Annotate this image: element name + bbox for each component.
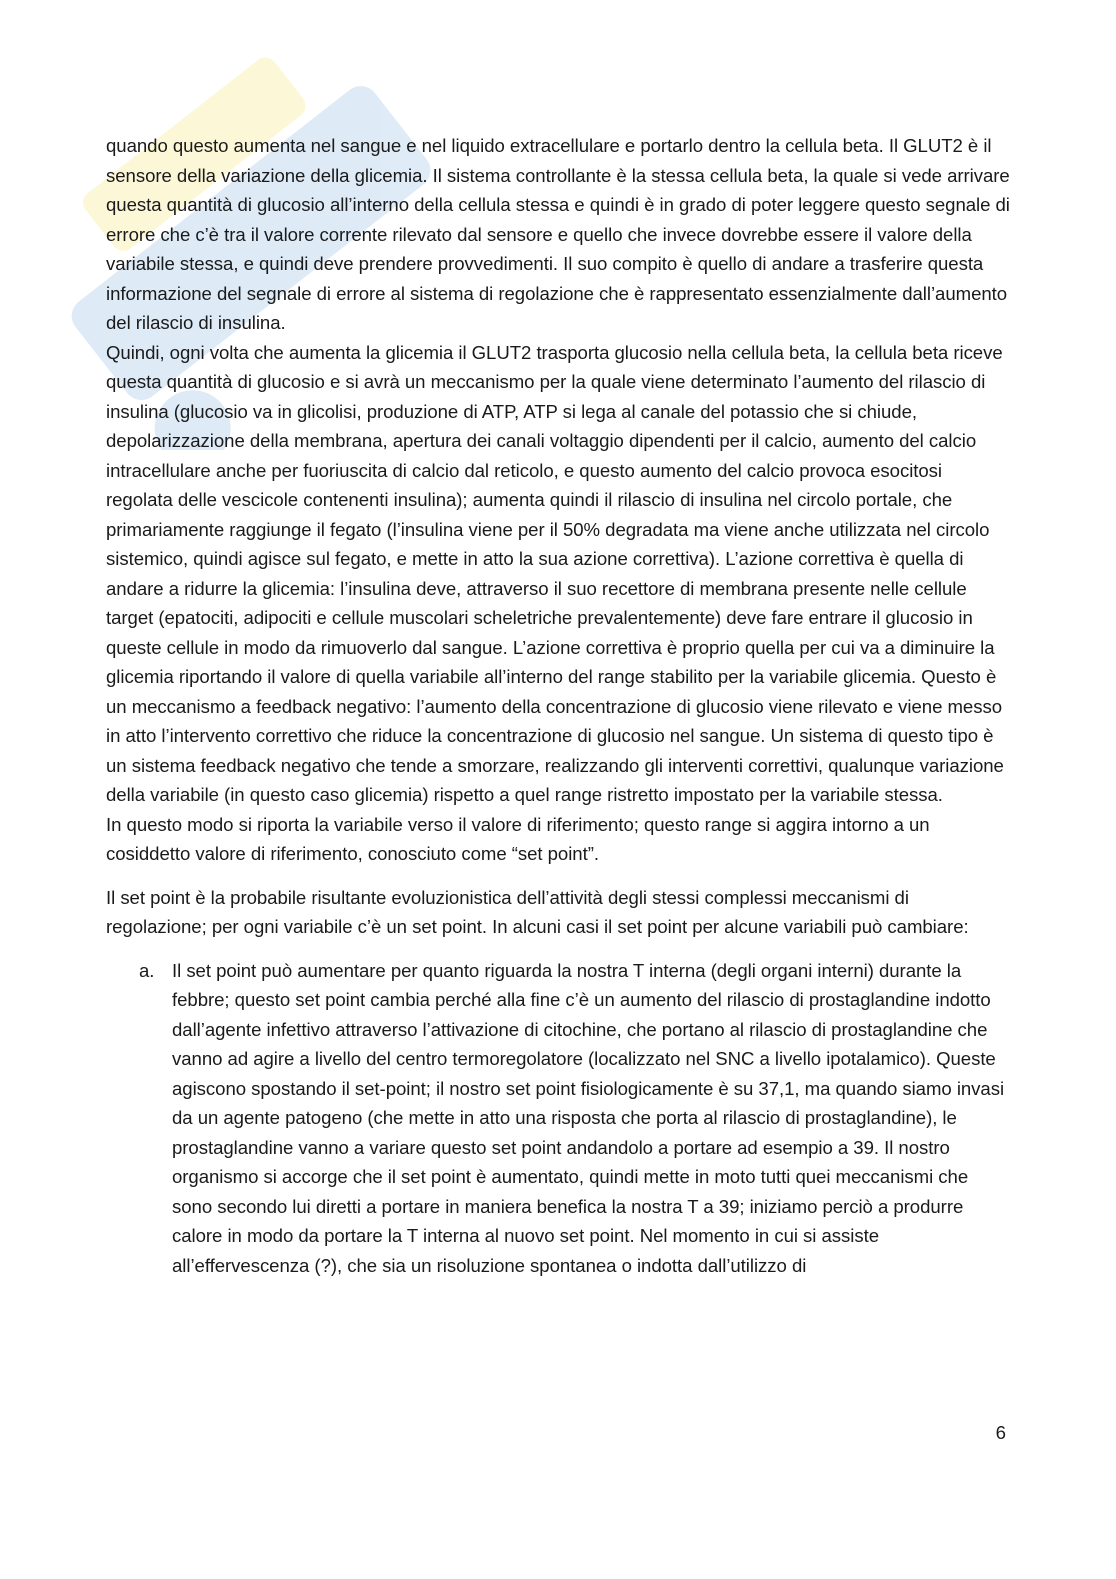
set-point-list [106, 956, 1012, 1281]
page-number: 6 [995, 1422, 1006, 1443]
paragraph-set-point-evolution: Il set point è la probabile risultante evoluzionistica dell’attività degli stessi complessi meccanismi di regolazione; per ogni variabile c’è un set point. In alcuni casi il set point per alcune variabili può cambiare: [106, 886, 969, 937]
list-item [106, 956, 1012, 1281]
paragraph-insulin-feedback: Quindi, ogni volta che aumenta la glicemia il GLUT2 trasporta glucosio nella cellula beta, la cellula beta riceve questa quantità di glucosio e si avrà un meccanismo per la quale viene determinato l’aumento del rilascio di insulina (glucosio va in glicolisi, produzione di ATP, ATP si lega al canale del potassio che si chiude, depolarizzazione della membrana, apertura dei canali voltaggio dipendenti per il calcio, aumento del calcio intracellulare anche per fuoriuscita di calcio dal reticolo, e questo aumento del calcio provoca esocitosi regolata delle vescicole contenenti insulina); aumenta quindi il rilascio di insulina nel circolo portale, che primariamente raggiunge il fegato (l’insulina viene per il 50% degradata ma viene anche utilizzata nel circolo sistemico, quindi agisce sul fegato, e mette in atto la sua azione correttiva). L’azione correttiva è quella di andare a ridurre la glicemia: l’insulina deve, attraverso il suo recettore di membrana presente nelle cellule target (epatociti, adipociti e cellule muscolari scheletriche prevalentemente) deve fare entrare il glucosio in queste cellule in modo da rimuoverlo dal sangue. L’azione correttiva è proprio quella per cui va a diminuire la glicemia riportando il valore di quella variabile all’interno del range stabilito per la variabile glicemia. Questo è un meccanismo a feedback negativo: l’aumento della concentrazione di glucosio viene rilevato e viene messo in atto l’intervento correttivo che riduce la concentrazione di glucosio nel sangue. Un sistema di questo tipo è un sistema feedback negativo che tende a smorzare, realizzando gli interventi correttivi, qualunque variazione della variabile (in questo caso glicemia) rispetto a quel range ristretto impostato per la variabile stessa. [106, 341, 1004, 805]
document-body [106, 131, 1012, 1280]
list-marker: a. [139, 959, 155, 981]
list-item-text: Il set point può aumentare per quanto riguarda la nostra T interna (degli organi interni) durante la febbre; questo set point cambia perché alla fine c’è un aumento del rilascio di prostaglandine indotto dall’agente infettivo attraverso l’attivazione di citochine, che portano al rilascio di prostaglandine che vanno ad agire a livello del centro termoregolatore (localizzato nel SNC a livello ipotalamico). Queste agiscono spostando il set-point; il nostro set point fisiologicamente è su 37,1, ma quando siamo invasi da un agente patogeno (che mette in atto una risposta che porta al rilascio di prostaglandine), le prostaglandine vanno a variare questo set point andandolo a portare ad esempio a 39. Il nostro organismo si accorge che il set point è aumentato, quindi mette in moto tutti quei meccanismi che sono secondo lui diretti a portare in maniera benefica la nostra T a 39; iniziamo perciò a produrre calore in modo da portare la T interna al nuovo set point. Nel momento in cui si assiste all’effervescenza (?), che sia un risoluzione spontanea o indotta dall’utilizzo di [172, 959, 1005, 1276]
paragraph-glut2-sensor: quando questo aumenta nel sangue e nel liquido extracellulare e portarlo dentro la cellula beta. Il GLUT2 è il sensore della variazione della glicemia. Il sistema controllante è la stessa cellula beta, la quale si vede arrivare questa quantità di glucosio all’interno della cellula stessa e quindi è in grado di poter leggere questo segnale di errore che c’è tra il valore corrente rilevato dal sensore e quello che invece dovrebbe essere il valore della variabile stessa, e quindi deve prendere provvedimenti. Il suo compito è quello di andare a trasferire questa informazione del segnale di errore al sistema di regolazione che è rappresentato essenzialmente dall’aumento del rilascio di insulina. [106, 135, 1010, 333]
paragraph-set-point-intro: In questo modo si riporta la variabile verso il valore di riferimento; questo range si aggira intorno a un cosiddetto valore di riferimento, conosciuto come “set point”. [106, 813, 930, 864]
